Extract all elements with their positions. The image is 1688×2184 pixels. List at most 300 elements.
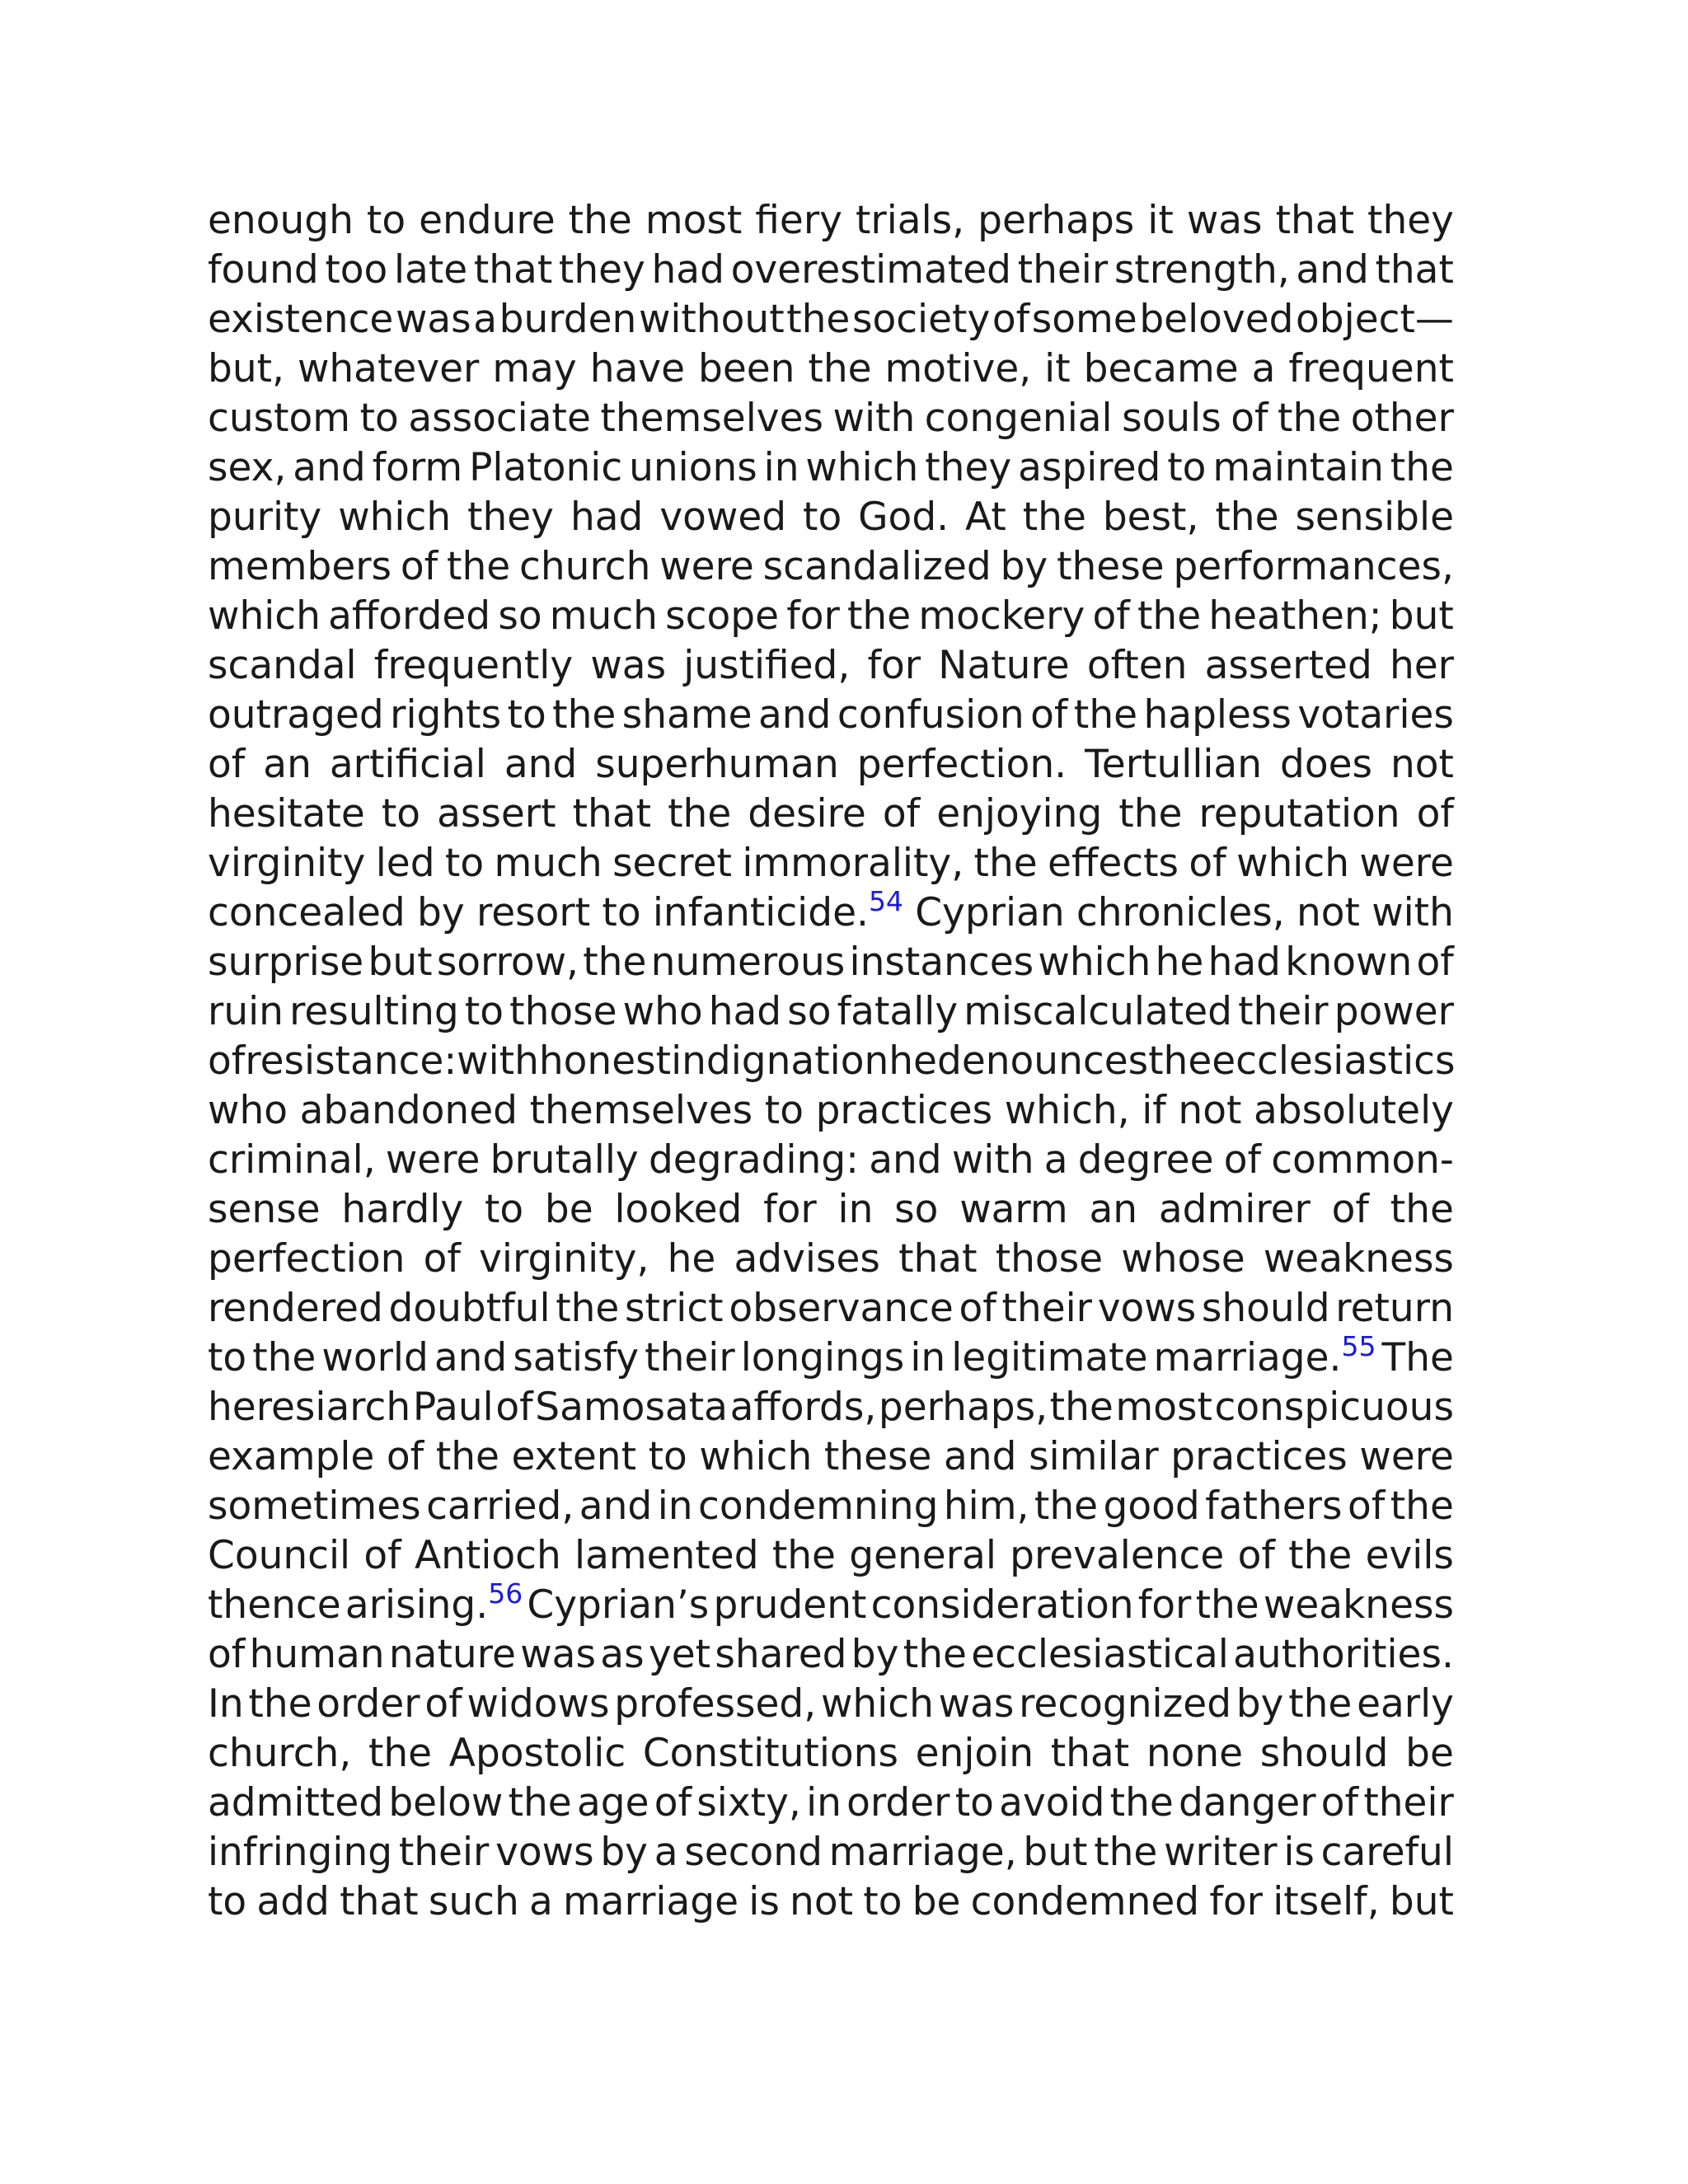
word: marriage [563,1879,739,1924]
word: hapless [1143,692,1292,738]
word: condemned [970,1879,1200,1924]
word: so [498,593,542,639]
word: had [708,989,782,1034]
word-text: infanticide. [652,890,869,935]
word: much [549,593,658,639]
word: performances, [1173,544,1454,589]
word: scandal [208,643,357,688]
word: they [467,494,554,540]
word: by [1000,544,1048,589]
word: beloved [1139,297,1294,342]
word: late [393,247,468,293]
word: to [602,890,641,935]
footnote-ref[interactable]: 54 [868,885,903,917]
footnote-ref[interactable]: 56 [488,1577,523,1610]
text-line [208,1432,1454,1482]
text-line [208,1330,1454,1383]
word: of [363,1533,401,1578]
word: much [494,841,603,886]
word: and [434,1335,508,1380]
word: weakness [1263,1236,1454,1282]
word: by [417,890,465,935]
text-line [208,1680,1454,1729]
word: widows [467,1681,610,1727]
word: human [249,1632,385,1677]
word: found [208,247,319,293]
word: add [256,1879,330,1924]
word: and [944,1434,1017,1479]
word: effects [1048,841,1179,886]
word: of [208,742,246,787]
word: the [1094,1830,1158,1875]
text-line [208,344,1454,394]
word: of [959,1286,996,1331]
word: none [1146,1731,1244,1776]
word: in [763,445,799,490]
word: frequent [1288,346,1454,391]
word: danger [1179,1780,1316,1825]
word: were [1359,841,1454,886]
text-line [208,987,1454,1037]
word: superhuman [595,742,839,787]
word: of [1347,1483,1386,1529]
word: Constitutions [642,1731,898,1776]
word: that [1275,198,1355,243]
word: of [992,297,1030,342]
word: Nature [938,643,1070,688]
word: the [248,1681,312,1727]
word: the [1049,1385,1114,1430]
word: In [208,1681,244,1727]
word: thence [208,1582,341,1628]
word: for [786,593,840,639]
word: and [757,692,832,738]
word: the [1390,445,1454,490]
word: maintain [1212,445,1384,490]
word: avoid [999,1780,1105,1825]
word: marriage, [828,1830,1017,1875]
word: some [1031,297,1137,342]
word [652,885,903,941]
word: the [556,1286,620,1331]
text-line [208,1828,1454,1877]
word: perhaps [978,198,1135,243]
text-line [208,1136,1454,1185]
word-text: marriage. [1153,1335,1342,1380]
word: the [583,940,647,985]
word: of [1189,841,1226,886]
word: these [823,1434,932,1479]
word: infringing [208,1830,393,1875]
word: power [1334,989,1454,1034]
word: consideration [870,1582,1134,1628]
word: shame [621,692,753,738]
word: hesitate [208,791,365,837]
word: second [684,1830,823,1875]
word: became [1083,346,1239,391]
word: by [1236,1681,1284,1727]
word: endure [419,198,556,243]
word: who [208,1088,288,1133]
word: the [973,841,1038,886]
word: to [208,1879,247,1924]
word: to [444,841,485,886]
word: practices [815,1088,993,1133]
word: resistance: [245,1038,457,1084]
word: perfection [208,1236,406,1282]
word: which [338,494,452,540]
word: but [1389,593,1454,639]
word: degree [1077,1137,1214,1183]
word: recognized [1019,1681,1232,1727]
word: honest [538,1038,672,1084]
word: had [651,247,724,293]
word: but, [208,346,284,391]
word: they [1367,198,1454,243]
word: careful [1320,1830,1454,1875]
word: church, [208,1731,352,1776]
word: brutally [490,1137,639,1183]
word [345,1577,523,1633]
word: the [252,1335,316,1380]
word: to [484,1187,524,1232]
word: the [508,1780,572,1825]
word: that [1050,1731,1130,1776]
word: virginity, [479,1236,649,1282]
word: often [1086,643,1188,688]
word: in [837,1187,874,1232]
word: congenial [924,396,1113,441]
word: had [1207,940,1282,985]
word: ecclesiastics [1212,1038,1456,1084]
text-line [208,1729,1454,1779]
word: admitted [208,1780,384,1825]
word: the [1073,692,1138,738]
word: carried, [426,1483,574,1529]
word: that [898,1236,978,1282]
word: the [1288,1681,1353,1727]
word: criminal, [208,1137,376,1183]
word: church [519,544,651,589]
word: the [1215,494,1279,540]
word: resort [476,890,591,935]
word: surprise [208,940,364,985]
word [1153,1330,1376,1386]
word: the [808,346,872,391]
word: world [321,1335,429,1380]
word: instances [849,940,1034,985]
word: in [910,1335,946,1380]
word: known [1285,940,1413,985]
word: by [851,1632,899,1677]
word: virginity [208,841,366,886]
word: society [851,297,991,342]
word: the [771,1533,836,1578]
word: and [579,1483,653,1529]
word: immorality, [742,841,964,886]
word: satisfy [513,1335,640,1380]
text-line [208,740,1454,790]
word: which [820,1681,934,1727]
word: is [1283,1830,1315,1875]
word: sense [208,1187,321,1232]
word: professed, [614,1681,817,1727]
word: of [1223,1137,1262,1183]
word: artificial [329,742,486,787]
word: he [1155,940,1204,985]
word: to [507,692,546,738]
word: vows [1097,1286,1197,1331]
word: and [504,742,578,787]
word: Apostolic [448,1731,626,1776]
word: have [589,346,686,391]
word: their [1363,1780,1454,1825]
word: the [1137,593,1202,639]
word: Antioch [414,1533,561,1578]
word: these [1057,544,1165,589]
word: form [372,445,463,490]
word: without [638,297,785,342]
word: for [763,1187,817,1232]
text-line [208,1284,1454,1333]
word: prevalence [1010,1533,1225,1578]
word: justified, [683,643,851,688]
word: weakness [1263,1582,1454,1628]
word: perhaps, [878,1385,1048,1430]
word: doubtful [388,1286,551,1331]
word: should [1259,1731,1389,1776]
word: most [645,198,743,243]
word: as [600,1632,645,1677]
word: Tertullian [1085,742,1263,787]
text-line [208,1037,1454,1086]
word: fiery [755,198,842,243]
word: of [1237,1533,1275,1578]
word: of [1092,593,1130,639]
word: be [912,1879,961,1924]
word: to [464,989,504,1034]
word: good [1103,1483,1200,1529]
word: not [1390,742,1454,787]
word: the [1390,1483,1454,1529]
word: Platonic [469,445,623,490]
word: resulting [289,989,459,1034]
word: the [1195,1582,1259,1628]
word: so [787,989,832,1034]
word: ruin [208,989,284,1034]
word: but [1389,1879,1454,1924]
word: their [1017,247,1109,293]
text-line [208,592,1454,641]
footnote-ref[interactable]: 55 [1341,1330,1376,1362]
word: they [558,247,645,293]
word: and [1296,247,1369,293]
word: order [846,1780,950,1825]
word: lamented [574,1533,759,1578]
word: to [764,1088,804,1133]
word: degrading: [648,1137,859,1183]
word: prudent [713,1582,867,1628]
word: themselves [600,396,824,441]
word: Council [208,1533,351,1578]
word: of [386,1434,424,1479]
text-line [208,691,1454,740]
word: of [654,1780,692,1825]
word: so [894,1187,939,1232]
word: example [208,1434,375,1479]
word: scope [665,593,779,639]
word: was [520,1632,596,1677]
word: such [428,1879,519,1924]
word: of [1331,1187,1369,1232]
word: those [995,1236,1104,1282]
word: were [385,1137,481,1183]
word: vowed [659,494,787,540]
word: in [806,1780,842,1825]
word: trials, [855,198,965,243]
word: if [1142,1088,1166,1133]
word: the [1278,396,1342,441]
word: practices [1170,1434,1348,1479]
word: authorities. [1233,1632,1454,1677]
word: with [457,1038,539,1084]
text-line [208,443,1454,493]
word: members [208,544,392,589]
word: a [654,1830,678,1875]
word: evils [1365,1533,1454,1578]
text-line [208,1482,1454,1531]
word: not [1296,890,1360,935]
word: return [1335,1286,1454,1331]
word: looked [614,1187,743,1232]
word: of [1416,791,1454,837]
word: sometimes [208,1483,421,1529]
word: best, [1102,494,1199,540]
text-line [208,246,1454,295]
word: enough [208,198,354,243]
word: to [366,198,406,243]
word: denounces [936,1038,1149,1084]
word: was [395,297,471,342]
word: overestimated [730,247,1012,293]
word: motive, [884,346,1032,391]
word: existence [208,297,394,342]
word: observance [729,1286,954,1331]
word: asserted [1204,643,1372,688]
word: purity [208,494,322,540]
word: be [544,1187,593,1232]
word: not [1178,1088,1242,1133]
word: enjoin [915,1731,1034,1776]
word: it [1044,346,1071,391]
word: an [1089,1187,1138,1232]
word: that [340,1879,419,1924]
word: of [495,1385,533,1430]
word: burden [499,297,637,342]
word: age [576,1780,649,1825]
word: which, [1004,1088,1130,1133]
word: Samosata [535,1385,728,1430]
word: too [325,247,388,293]
word: for [1137,1582,1192,1628]
word: sensible [1295,494,1454,540]
word: nature [388,1632,516,1677]
word: fathers [1205,1483,1343,1529]
word: the [1109,1780,1174,1825]
word: he [889,1038,937,1084]
word: of [423,1236,461,1282]
word: for [867,643,921,688]
text-line [208,839,1454,888]
text-line [208,1531,1454,1581]
word: was [1186,198,1263,243]
word: does [1280,742,1373,787]
word: votaries [1297,692,1454,738]
word: was [938,1681,1015,1727]
word: the [1022,494,1086,540]
word: been [697,346,795,391]
word: unions [629,445,757,490]
word: most [1115,1385,1212,1430]
word: frequently [373,643,574,688]
text-line [208,790,1454,839]
word: admirer [1158,1187,1311,1232]
word: by [600,1830,648,1875]
word: assert [437,791,556,837]
word: the [435,1434,499,1479]
text-line [208,394,1454,443]
word: were [659,544,754,589]
word: associate [408,396,591,441]
text-line [208,1630,1454,1680]
word: may [492,346,577,391]
word: which [699,1434,813,1479]
word: of [400,544,438,589]
word: Paul [412,1385,494,1430]
word: the [447,544,511,589]
word: a [1043,1137,1068,1183]
word: which [1236,841,1349,886]
word: to [381,791,421,837]
word: Cyprian’s [527,1582,710,1628]
word: of [882,791,921,837]
word: their [645,1335,735,1380]
word: numerous [650,940,846,985]
word: with [1372,890,1454,935]
word: affords, [729,1385,877,1430]
word: hardly [341,1187,464,1232]
word: had [570,494,644,540]
word: in [657,1483,693,1529]
word: heresiarch [208,1385,411,1430]
word: to [208,1335,247,1380]
word: the [1118,791,1183,837]
word: the [1148,1038,1212,1084]
word: those [509,989,617,1034]
text-line [208,1383,1454,1432]
word: strength, [1114,247,1290,293]
text-line [208,1779,1454,1828]
word: abandoned [299,1088,518,1133]
word: advises [734,1236,880,1282]
word: absolutely [1254,1088,1454,1133]
word: general [849,1533,996,1578]
word: vows [495,1830,594,1875]
text-line [208,885,1454,938]
word: souls [1122,396,1221,441]
word: for [1209,1879,1263,1924]
word: the [786,297,851,342]
